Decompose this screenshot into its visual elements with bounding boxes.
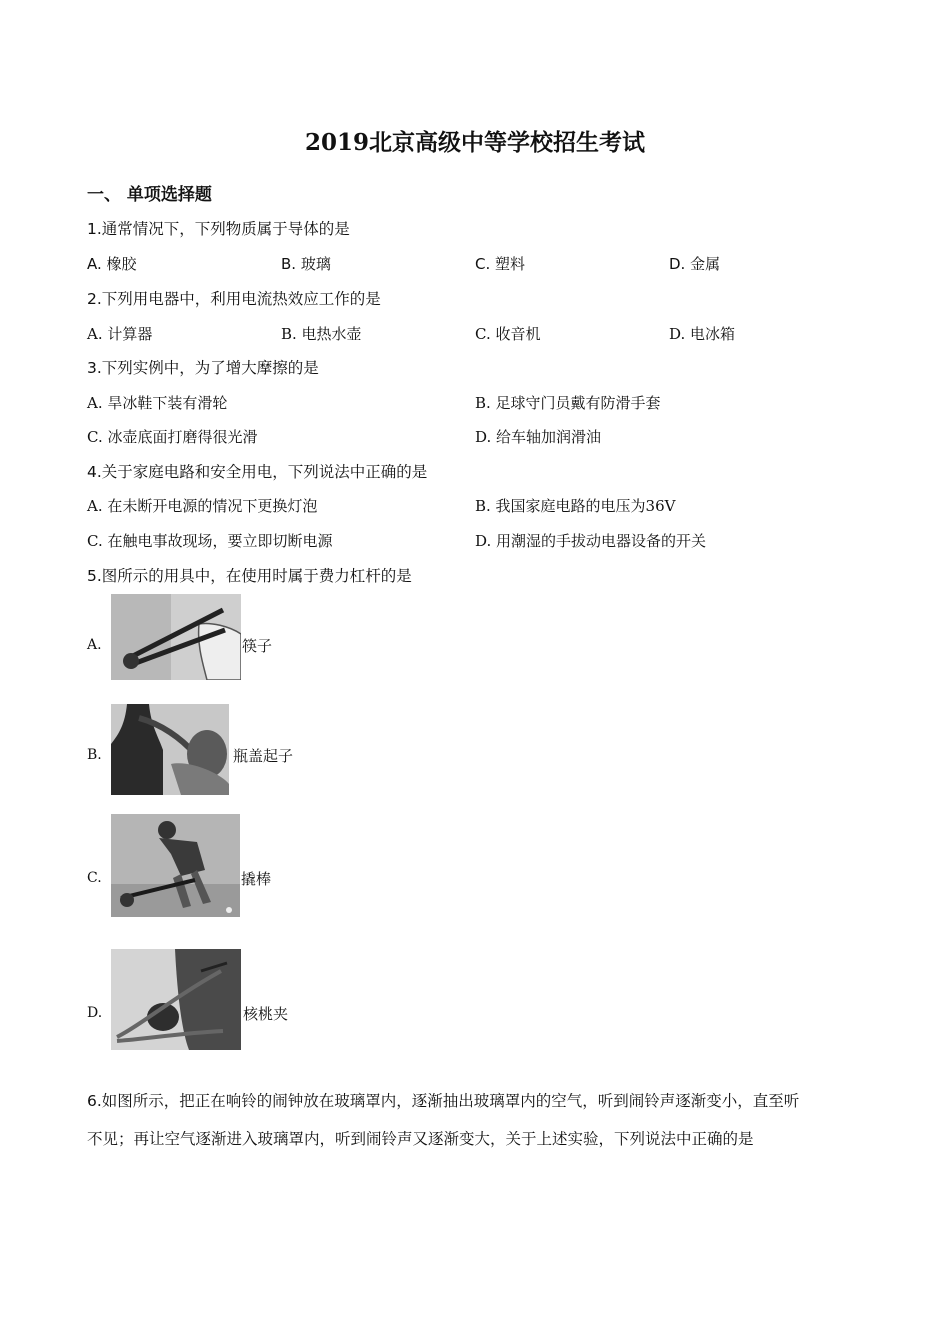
q1-option-a: A. 橡胶: [87, 255, 137, 273]
section-heading: 一、 单项选择题: [87, 185, 212, 205]
question-text: 下列用电器中，利用电流热效应工作的是: [101, 290, 381, 308]
q4-option-a: A. 在未断开电源的情况下更换灯泡: [87, 497, 318, 515]
question-number: 3.: [87, 359, 102, 377]
q4-option-b: B. 我国家庭电路的电压为36V: [475, 497, 676, 515]
q5-option-a-letter: A.: [87, 637, 102, 653]
q2-option-d: D. 电冰箱: [669, 325, 736, 343]
q5-option-b-letter: B.: [87, 747, 102, 763]
question-text: 图所示的用具中，在使用时属于费力杠杆的是: [101, 567, 412, 585]
question-number: 6.: [87, 1092, 102, 1110]
q1-option-b: B. 玻璃: [281, 255, 331, 273]
q5-option-a-caption: 筷子: [242, 637, 273, 655]
question-6-line-2: 不见；再让空气逐渐进入玻璃罩内，听到闹铃声又逐渐变大，关于上述实验，下列说法中正确的是: [87, 1130, 754, 1148]
crowbar-photo: [111, 814, 240, 917]
q2-option-b: B. 电热水壶: [281, 325, 362, 343]
question-2: [87, 287, 381, 309]
q3-option-c: C. 冰壶底面打磨得很光滑: [87, 428, 258, 446]
question-number: 2.: [87, 290, 102, 308]
question-6: [87, 1089, 799, 1111]
nutcracker-photo: [111, 949, 241, 1050]
q5-option-d-caption: 核桃夹: [243, 1005, 289, 1023]
q2-option-c: C. 收音机: [475, 325, 541, 343]
question-3: [87, 356, 319, 378]
question-4: [87, 460, 427, 482]
q3-option-d: D. 给车轴加润滑油: [475, 428, 602, 446]
question-number: 5.: [87, 567, 102, 585]
q3-option-a: A. 旱冰鞋下装有滑轮: [87, 394, 228, 412]
question-1: [87, 217, 350, 239]
q2-option-a: A. 计算器: [87, 325, 153, 343]
question-text: 通常情况下，下列物质属于导体的是: [101, 220, 350, 238]
q5-option-b-caption: 瓶盖起子: [233, 747, 294, 765]
page-title: 2019北京高级中等学校招生考试: [304, 129, 645, 156]
question-text: 关于家庭电路和安全用电，下列说法中正确的是: [101, 463, 428, 481]
question-text: 下列实例中，为了增大摩擦的是: [101, 359, 319, 377]
q3-option-b: B. 足球守门员戴有防滑手套: [475, 394, 661, 412]
bottle-opener-photo: [111, 704, 229, 795]
q5-option-c-caption: 撬棒: [241, 870, 272, 888]
q1-option-c: C. 塑料: [475, 255, 526, 273]
question-number: 4.: [87, 463, 102, 481]
question-5: [87, 564, 412, 586]
q4-option-c: C. 在触电事故现场，要立即切断电源: [87, 532, 333, 550]
q5-option-c-letter: C.: [87, 870, 102, 886]
question-number: 1.: [87, 220, 102, 238]
chopsticks-photo: [111, 594, 241, 680]
q1-option-d: D. 金属: [669, 255, 721, 273]
q5-option-d-letter: D.: [87, 1005, 103, 1021]
question-text-line-1: 如图所示，把正在响铃的闹钟放在玻璃罩内，逐渐抽出玻璃罩内的空气，听到闹铃声逐渐变小，直至听: [101, 1092, 800, 1110]
q4-option-d: D. 用潮湿的手拔动电器设备的开关: [475, 532, 707, 550]
